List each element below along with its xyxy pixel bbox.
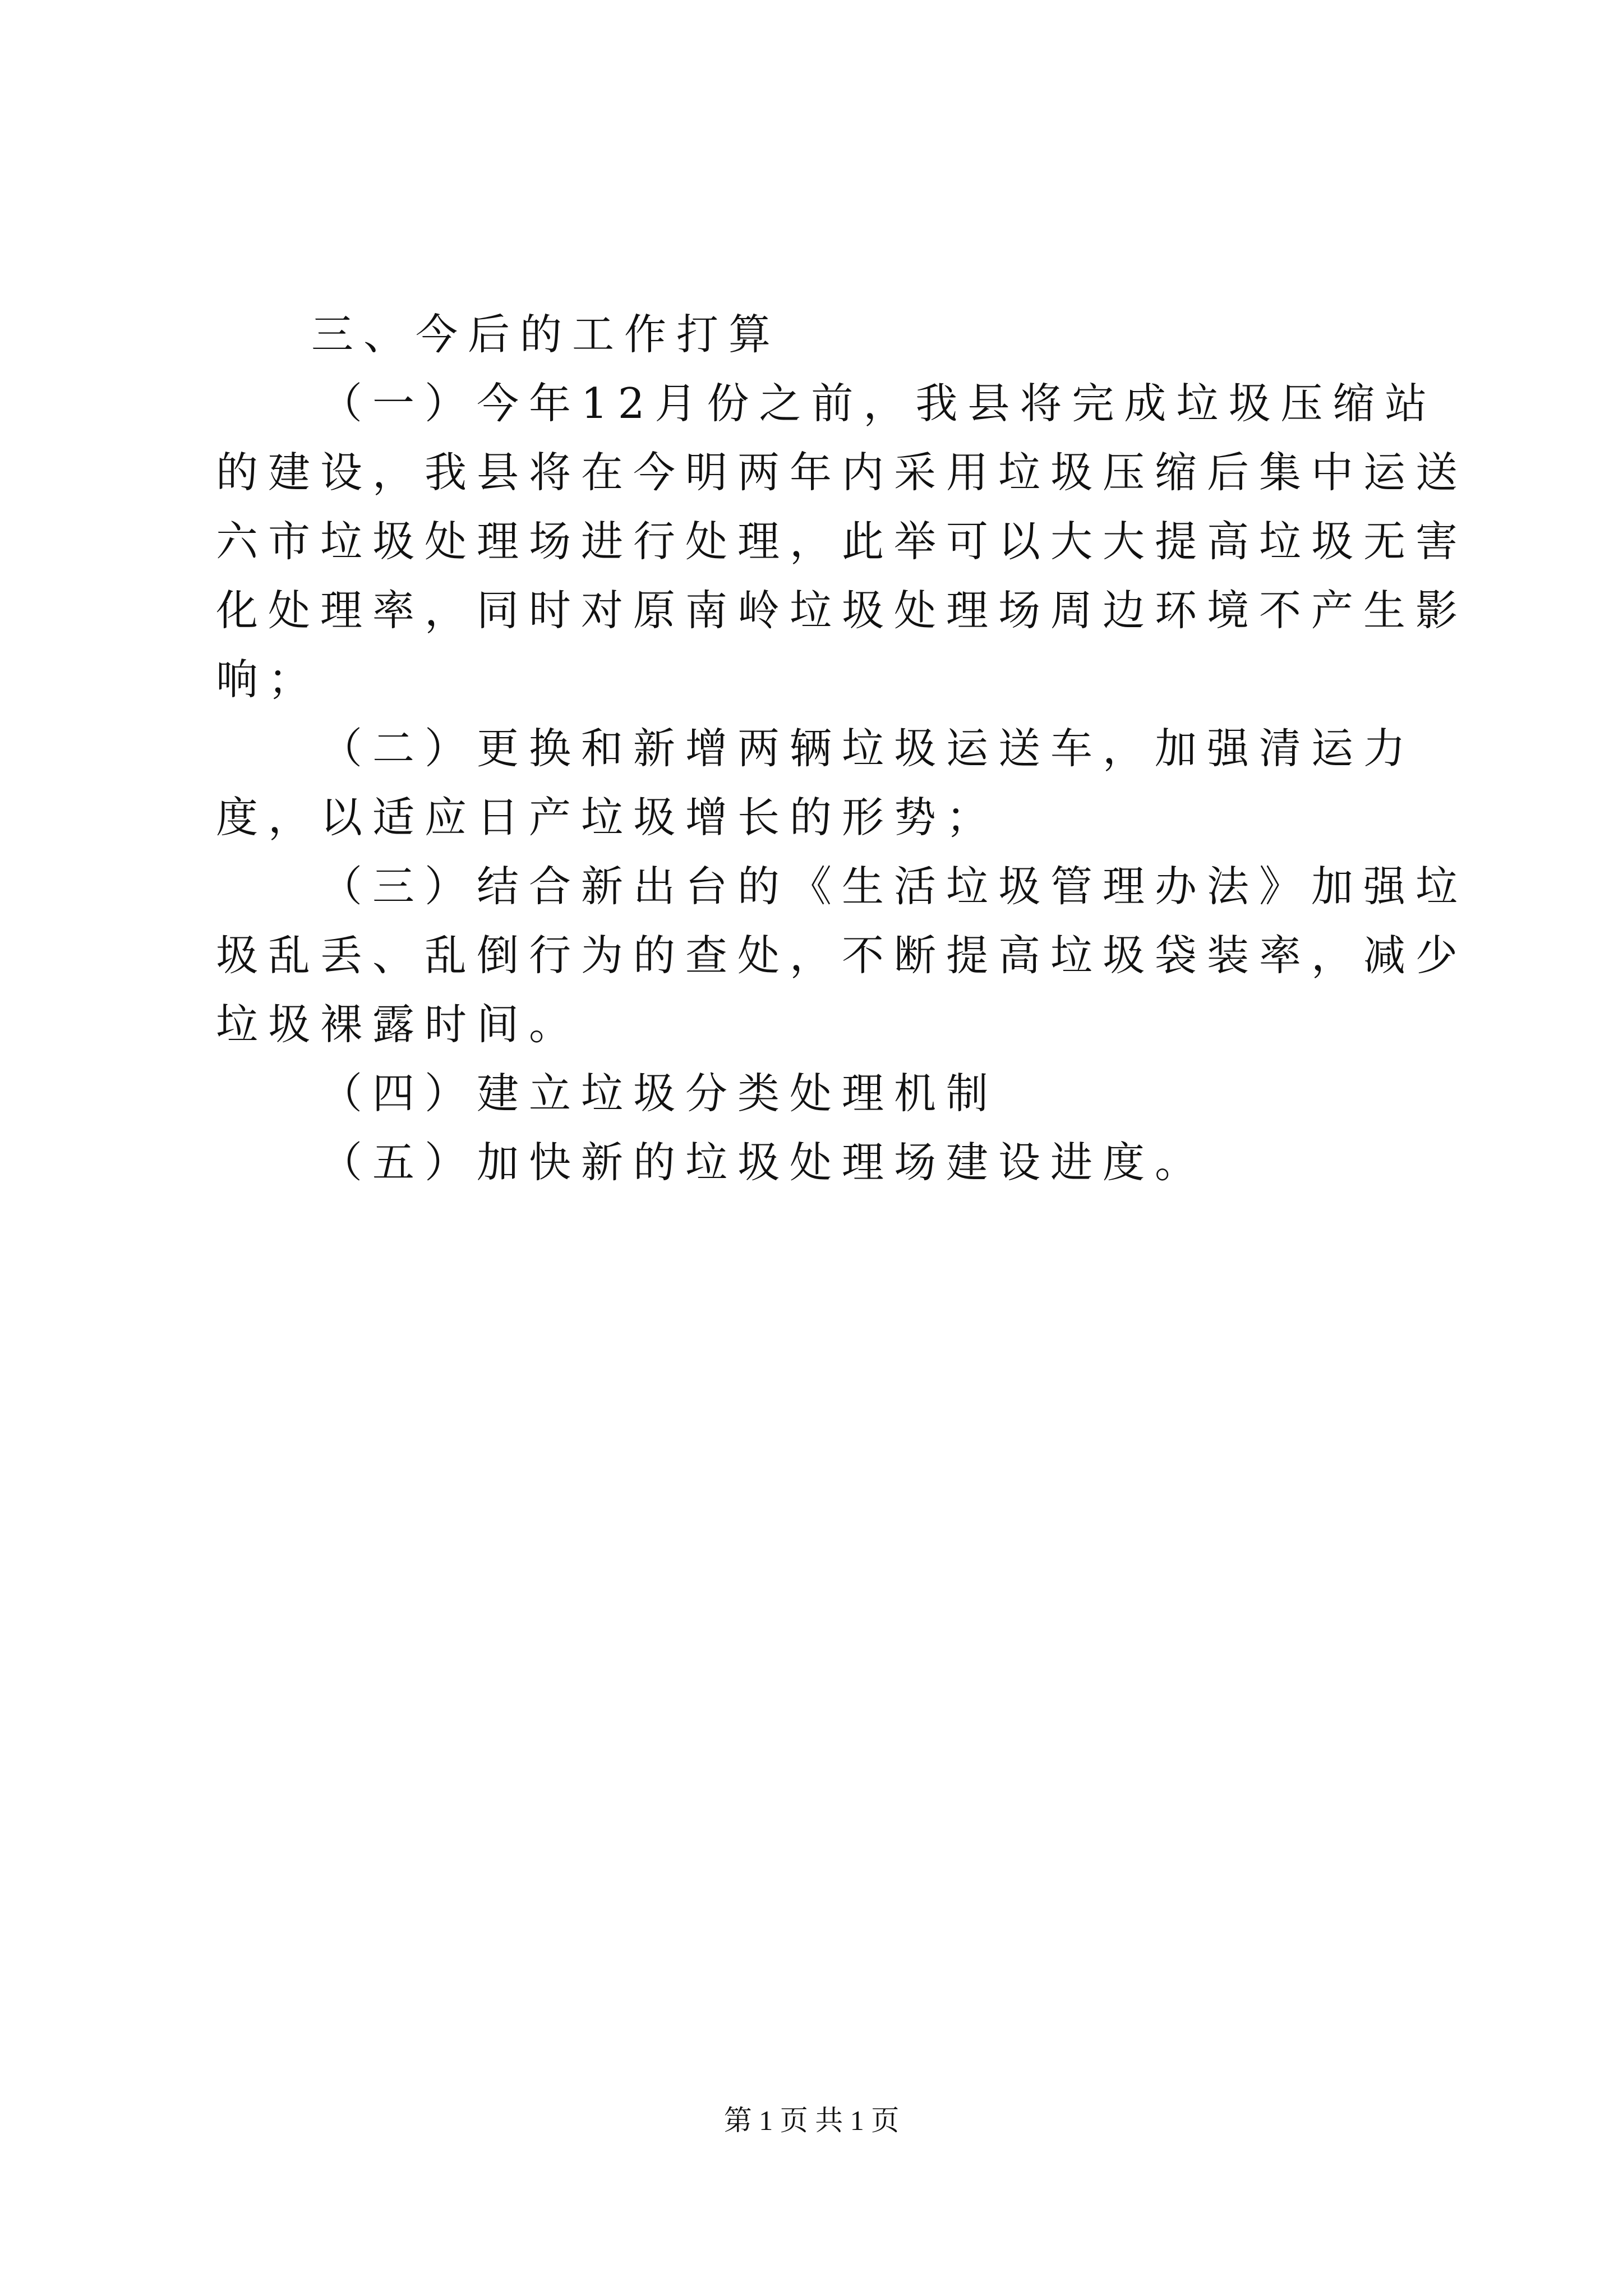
page-footer: 第 1 页 共 1 页 <box>723 2105 900 2136</box>
section-heading: 三、今后的工作打算 <box>311 310 781 359</box>
paragraph-2: （二）更换和新增两辆垃圾运送车，加强清运力度，以适应日产垃圾增长的形势； <box>216 724 1416 842</box>
paragraph-4: （四）建立垃圾分类处理机制 <box>320 1069 999 1118</box>
paragraph-5: （五）加快新的垃圾处理场建设进度。 <box>320 1138 1207 1187</box>
paragraph-3: （三）结合新出台的《生活垃圾管理办法》加强垃圾乱丢、乱倒行为的查处，不断提高垃圾袋装率，减少垃圾裸露时间。 <box>216 862 1468 1049</box>
document-body <box>216 300 1478 1197</box>
paragraph-1: （一）今年12月份之前，我县将完成垃圾压缩站的建设，我县将在今明两年内采用垃圾压缩后集中运送六市垃圾处理场进行处理，此举可以大大提高垃圾无害化处理率，同时对原南岭垃圾处理场周边环境不产生影响； <box>216 379 1468 704</box>
